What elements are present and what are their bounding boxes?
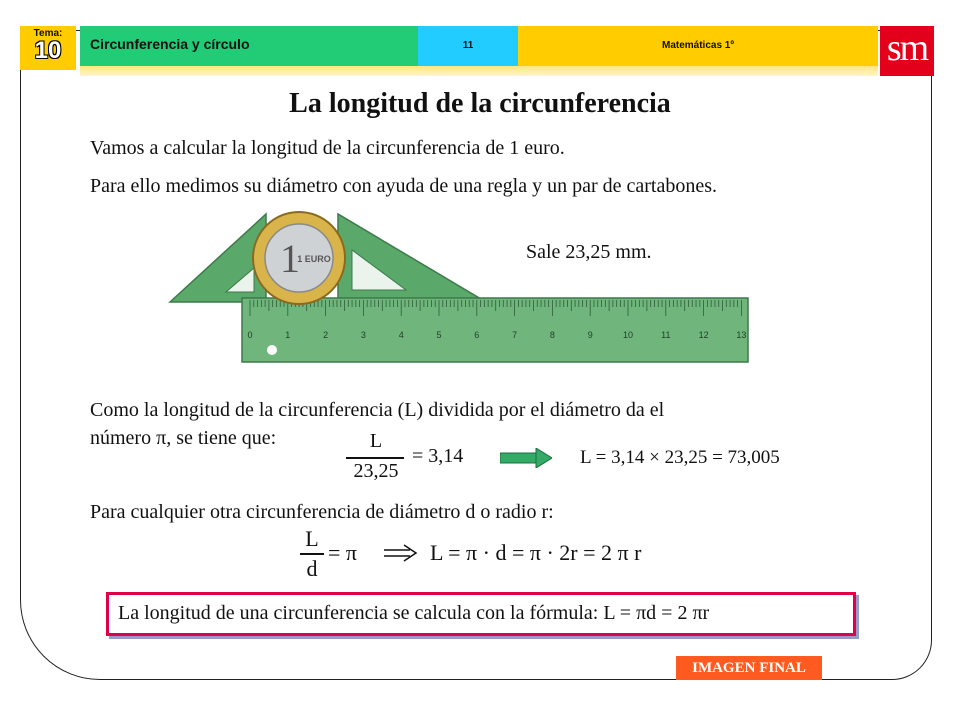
ruler-illustration	[166, 210, 756, 370]
fraction1-bar	[346, 457, 404, 459]
euro-coin	[253, 212, 345, 304]
topic-title: Circunferencia y círculo	[90, 36, 250, 52]
general-case-text: Para cualquier otra circunferencia de diámetro d o radio r:	[90, 501, 554, 523]
summary-formula: La longitud de una circunferencia se calcula con la fórmula: L = πd = 2 πr	[118, 602, 710, 624]
right-arrow-icon	[500, 448, 552, 468]
ruler-tick-label: 3	[360, 330, 366, 340]
coin-label: 1 EURO	[297, 254, 331, 264]
ruler-tick-label: 9	[587, 330, 593, 340]
fraction1-numerator: L	[369, 430, 383, 452]
ruler-tick-label: 0	[247, 330, 253, 340]
tema-number: 10	[34, 37, 62, 64]
tema-badge	[20, 26, 76, 70]
intro-paragraph: Vamos a calcular la longitud de la circunferencia de 1 euro.	[90, 137, 565, 159]
ruler	[242, 298, 748, 362]
ruler-tick-label: 2	[323, 330, 329, 340]
final-image-button[interactable]: IMAGEN FINAL	[676, 656, 822, 680]
ruler-tick-label: 7	[512, 330, 518, 340]
method-paragraph: Para ello medimos su diámetro con ayuda de una regla y un par de cartabones.	[90, 175, 718, 197]
fraction2-denominator: d	[306, 556, 318, 581]
fraction2-value: = π	[328, 540, 358, 565]
page-title: La longitud de la circunferencia	[289, 88, 671, 119]
measurement-result: Sale 23,25 mm.	[526, 241, 652, 263]
implies-arrow-icon	[384, 544, 418, 562]
ruler-tick-label: 8	[549, 330, 555, 340]
ruler-tick-label: 11	[661, 330, 671, 340]
pi-explanation-line1: Como la longitud de la circunferencia (L) dividida por el diámetro da el	[90, 399, 665, 421]
header-underline	[80, 66, 878, 76]
circumference-result: L = 3,14 × 23,25 = 73,005	[580, 447, 780, 468]
ruler-tick-label: 12	[698, 330, 709, 340]
ruler-tick-label: 1	[285, 330, 291, 340]
page-number: 11	[462, 40, 474, 51]
ruler-hole	[267, 345, 277, 355]
subject-label: Matemáticas 1º	[661, 40, 735, 51]
fraction1-denominator: 23,25	[353, 460, 399, 482]
ruler-tick-label: 4	[398, 330, 404, 340]
ruler-tick-label: 5	[436, 330, 442, 340]
fraction2-bar	[300, 553, 324, 555]
fraction1-value: = 3,14	[412, 445, 464, 467]
sm-logo: sm	[880, 26, 934, 76]
ruler-tick-label: 6	[474, 330, 480, 340]
svg-text:1: 1	[280, 236, 300, 281]
ruler-tick-label: 13	[736, 330, 747, 340]
pi-explanation-line2: número π, se tiene que:	[90, 427, 277, 449]
fraction2-numerator: L	[305, 526, 319, 551]
general-formula: L = π · d = π · 2r = 2 π r	[430, 540, 642, 565]
ruler-tick-label: 10	[622, 330, 634, 340]
tema-label: Tema:	[33, 28, 63, 39]
